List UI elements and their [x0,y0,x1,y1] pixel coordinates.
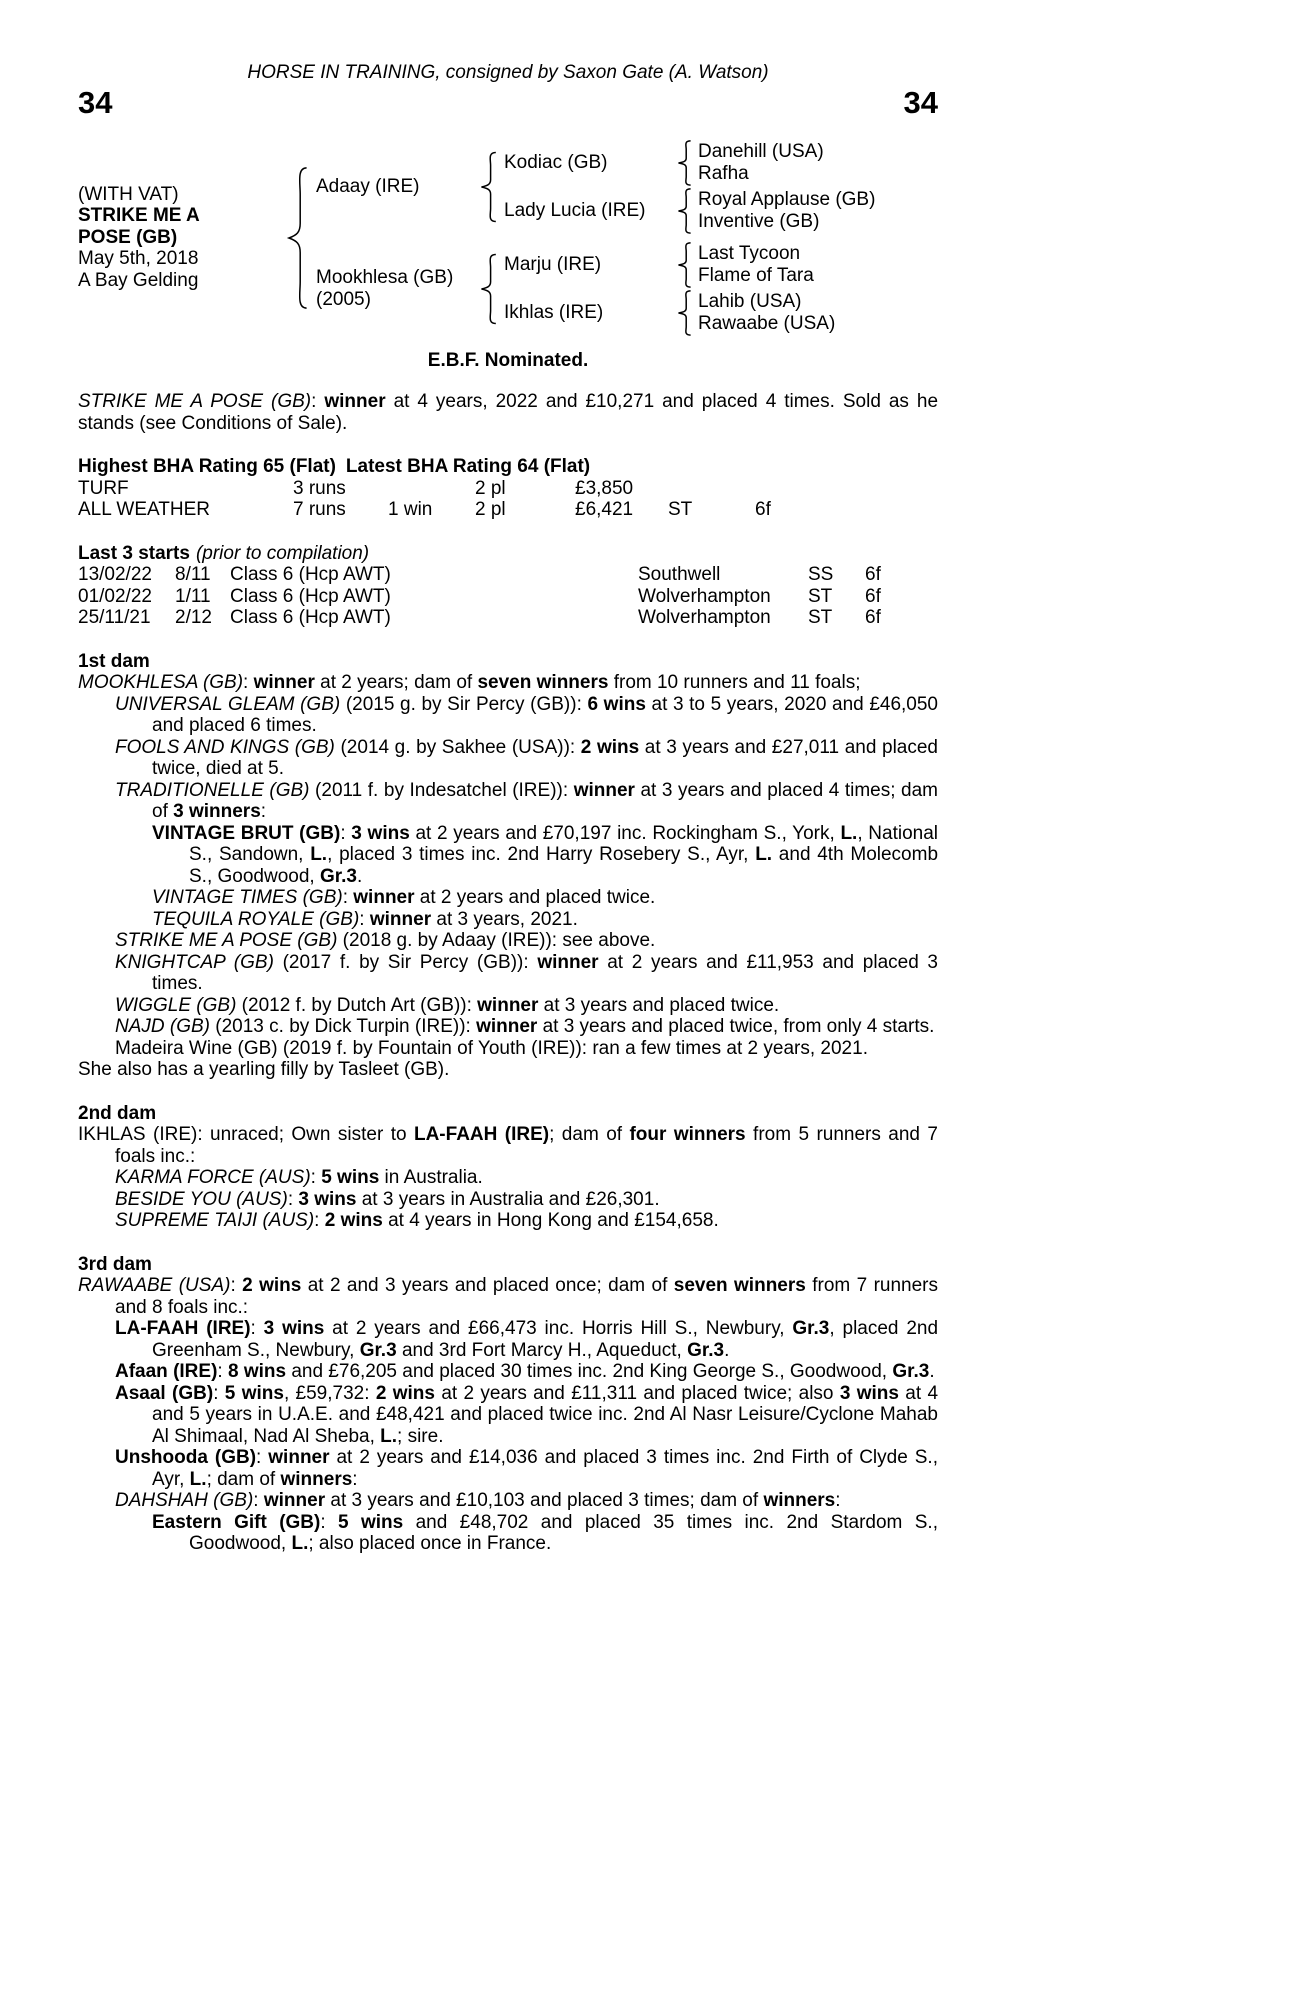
text-segment: four winners [629,1124,746,1145]
sire-name: Adaay (IRE) [316,175,420,197]
catalogue-paragraph [78,1447,938,1490]
text-segment: Afaan (IRE) [115,1361,218,1382]
text-segment: (2014 g. by Sakhee (USA)): [334,736,581,758]
table-row [78,586,938,608]
text-segment: at 2 years and placed twice. [414,887,656,908]
table-cell: £3,850 [575,477,634,499]
catalogue-paragraph [78,737,938,780]
catalogue-paragraph [78,1124,938,1167]
text-segment: ; also placed once in France. [308,1533,552,1554]
text-segment: at 3 years and £10,103 and placed 3 times; dam of [325,1490,764,1511]
text-segment: L. [380,1425,398,1447]
table-cell [668,478,755,500]
text-segment: : [314,1210,325,1231]
catalogue-paragraph [78,391,938,434]
text-segment: at 2 and 3 years and placed once; dam of [301,1275,674,1296]
text-segment: 5 wins [321,1167,380,1188]
table-cell: 2/12 [175,607,212,628]
text-segment: Asaal (GB) [115,1382,214,1404]
text-segment: winner [537,951,599,973]
text-segment: in Australia. [379,1167,483,1188]
race-record-summary [78,391,938,434]
second-dam-branch [504,289,938,337]
text-segment: at 2 years and £11,311 and placed twice; also [434,1382,840,1404]
bha-stats-table [78,478,938,521]
catalogue-paragraph [78,1275,938,1318]
great-grandparents [698,243,938,287]
text-segment: winner [268,1447,330,1468]
first-dam-heading: 1st dam [78,650,150,672]
text-segment: WIGGLE (GB) [115,994,237,1016]
text-segment: at 4 years in Hong Kong and £154,658. [382,1210,719,1231]
table-cell: ST [808,585,833,607]
last-starts-block [78,543,938,629]
table-cell: £6,421 [575,499,634,520]
catalogue-paragraph [78,995,938,1017]
text-segment: 3 wins [263,1318,325,1339]
bha-highest-rating: Highest BHA Rating 65 (Flat) [78,456,336,477]
damsire-name: Marju (IRE) [504,253,602,275]
section-second-dam [78,1103,938,1232]
text-segment: . [929,1361,935,1382]
text-segment: seven winners [673,1275,806,1296]
text-segment: ; dam of [549,1124,630,1145]
text-segment: winner [477,994,539,1016]
lot-number-right: 34 [903,84,938,120]
text-segment: : [243,672,254,693]
pedigree-brace-dam [475,253,501,325]
text-segment: 6 wins [587,693,646,715]
table-row [78,478,938,500]
text-segment: from 7 runners and 8 foals inc.: [115,1275,939,1318]
text-segment: at 2 years and £11,953 and placed 3 times. [152,951,939,994]
text-segment: LA-FAAH (IRE) [115,1318,251,1339]
catalogue-paragraph [78,952,938,995]
text-segment: (2011 f. by Indesatchel (IRE)): [309,779,574,801]
table-cell: 25/11/21 [78,607,151,628]
text-segment: IKHLAS (IRE): unraced; Own sister to [78,1124,414,1145]
text-segment: TEQUILA ROYALE (GB) [152,908,360,930]
text-segment: at 3 to 5 years, 2020 and £46,050 and placed 6 times. [152,693,938,736]
sire-branch [316,136,938,238]
grandsire-name: Kodiac (GB) [504,151,608,173]
text-segment: MOOKHLESA (GB) [78,672,244,693]
pedigree-brace-small [673,140,695,186]
text-segment: at 4 years, 2022 and £10,271 and placed 4 times. Sold as he stands (see Conditions of Sale). [78,391,939,434]
text-segment: LA-FAAH (IRE) [413,1124,550,1145]
catalogue-paragraph [78,1059,938,1081]
text-segment: at 2 years; dam of [314,672,478,693]
ancestor-name: Inventive (GB) [698,210,820,232]
text-segment: FOOLS AND KINGS (GB) [115,736,335,758]
great-grandparents [698,291,938,335]
pedigree-brace-small [673,290,695,336]
table-cell: SS [808,564,834,585]
text-segment: and 3rd Fort Marcy H., Aqueduct, [396,1339,688,1361]
text-segment: 3 wins [839,1382,899,1404]
table-cell: 2 pl [475,477,506,499]
catalogue-paragraph [78,1361,938,1383]
text-segment: 2 wins [324,1210,383,1231]
catalogue-paragraph [78,780,938,823]
text-segment: . [724,1339,730,1361]
bha-latest-rating: Latest BHA Rating 64 (Flat) [345,456,591,477]
text-segment: L. [755,844,773,865]
text-segment: at 2 years and £70,197 inc. Rockingham S., York, [409,822,841,844]
bha-heading [78,456,938,478]
catalogue-paragraph [78,1383,938,1448]
catalogue-paragraph [78,909,938,931]
last-starts-title: Last 3 starts [78,542,190,564]
text-segment: 3 winners [173,801,261,822]
catalogue-paragraph [78,1038,938,1060]
text-segment: winner [353,887,415,908]
ancestor-name: Rawaabe (USA) [698,312,836,334]
dam-name-line2: (2005) [316,288,371,310]
pedigree-brace-sire [475,151,501,223]
text-segment: winner [369,908,432,930]
text-segment: at 4 and 5 years in U.A.E. and £48,421 and placed twice inc. 2nd Al Nasr Leisure/Cyclone Mahab Al Shimaal, Nad Al Sheba, [152,1382,939,1447]
text-segment: Gr.3 [892,1361,930,1382]
text-segment: VINTAGE TIMES (GB) [152,887,343,908]
catalogue-paragraph [78,1016,938,1038]
text-segment: : [320,1511,339,1533]
catalogue-paragraph [78,672,938,694]
catalogue-paragraph [78,1210,938,1232]
text-segment: at 3 years, 2021. [431,908,578,930]
text-segment: winners [280,1468,353,1490]
text-segment: winner [573,779,635,801]
pedigree-info [78,184,278,292]
dam-ancestors [504,241,938,337]
text-segment: SUPREME TAIJI (AUS) [115,1210,315,1231]
grandsire-branch [504,139,938,187]
text-segment: at 3 years and placed twice, from only 4 starts. [537,1016,935,1037]
text-segment: TRADITIONELLE (GB) [115,779,310,801]
table-cell: ST [668,499,693,520]
text-segment: winners [763,1490,836,1511]
table-cell: 01/02/22 [78,585,152,607]
dam-name-line1: Mookhlesa (GB) [316,267,454,288]
text-segment: : [250,1318,264,1339]
sire-dam-branch [504,187,938,235]
text-segment: and £48,702 and placed 35 times inc. 2nd Stardom S., Goodwood, [189,1511,938,1554]
section-third-dam [78,1254,938,1555]
vat-note: (WITH VAT) [78,183,179,205]
consignment-header: HORSE IN TRAINING, consigned by Saxon Gate (A. Watson) [247,62,769,83]
great-grandparents [698,189,938,233]
table-cell: 13/02/22 [78,564,152,585]
text-segment: winner [263,1490,326,1511]
text-segment: , placed 2nd Greenham S., Newbury, [152,1318,939,1361]
text-segment: : [256,1447,269,1468]
ebf-nominated-note: E.B.F. Nominated. [427,349,589,371]
table-cell: 1 win [388,499,433,520]
text-segment: Gr.3 [792,1318,830,1339]
lot-number-left: 34 [78,84,113,120]
pedigree-brace-small [673,242,695,288]
third-dam-body [78,1275,938,1555]
horse-name: STRIKE ME A POSE (GB) [78,205,200,248]
text-segment: STRIKE ME A POSE (GB) [78,391,312,412]
text-segment: (2015 g. by Sir Percy (GB)): [340,693,588,715]
text-segment: Madeira Wine (GB) (2019 f. by Fountain of Youth (IRE)): ran a few times at 2 years, 2021. [115,1037,868,1059]
text-segment: KARMA FORCE (AUS) [115,1167,311,1188]
table-cell: 6f [865,564,881,585]
catalogue-paragraph [78,887,938,909]
bha-ratings-block [78,456,938,521]
text-segment: at 3 years and placed twice. [538,994,780,1016]
text-segment: from 5 runners and 7 foals inc.: [115,1124,938,1167]
text-segment: UNIVERSAL GLEAM (GB) [115,693,341,715]
section-first-dam [78,651,938,1081]
text-segment: L. [310,844,328,865]
text-segment: KNIGHTCAP (GB) [115,951,274,973]
table-cell: ALL WEATHER [78,499,210,520]
second-dam-name: Ikhlas (IRE) [504,301,604,323]
table-row [78,564,938,586]
catalogue-paragraph [78,1490,938,1512]
text-segment: 5 wins [338,1511,404,1533]
text-segment: and 4th Molecomb S., Goodwood, [189,844,939,887]
last-starts-table [78,564,938,629]
first-dam-body [78,672,938,1081]
catalogue-paragraph [78,930,938,952]
catalogue-paragraph [78,1318,938,1361]
text-segment: seven winners [477,672,609,693]
text-segment: from 10 runners and 11 foals; [608,672,861,693]
text-segment: L. [291,1533,309,1554]
table-cell: Class 6 (Hcp AWT) [230,607,391,628]
text-segment: winner [253,672,315,693]
text-segment: , £59,732: [283,1382,376,1404]
text-segment: winner [324,391,386,412]
text-segment: and £76,205 and placed 30 times inc. 2nd King George S., Goodwood, [286,1361,893,1382]
text-segment: NAJD (GB) [115,1016,210,1037]
text-segment: ; dam of [206,1468,281,1490]
text-segment: : [352,1468,358,1490]
catalogue-paragraph [78,1512,938,1555]
sire-ancestors [504,139,938,235]
text-segment: 3 wins [351,822,410,844]
text-segment: RAWAABE (USA) [78,1275,231,1296]
table-cell: 3 runs [293,477,346,499]
text-segment: . [356,865,363,887]
second-dam-heading: 2nd dam [78,1102,157,1124]
ancestor-name: Last Tycoon [698,242,801,264]
text-segment: : [342,887,354,908]
pedigree-brace-gen1 [281,165,313,311]
text-segment: : [217,1361,228,1382]
text-segment: : [310,1167,322,1188]
text-segment: at 3 years and placed 4 times; dam of [152,779,938,822]
text-segment: (2018 g. by Adaay (IRE)): see above. [337,930,656,951]
table-cell: 1/11 [175,585,211,607]
text-segment: (2012 f. by Dutch Art (GB)): [236,994,478,1016]
pedigree-brace-small [673,188,695,234]
text-segment: Gr.3 [319,865,357,887]
text-segment: She also has a yearling filly by Tasleet (GB). [78,1059,450,1080]
text-segment: 3 wins [298,1188,357,1210]
text-segment: 5 wins [224,1382,284,1404]
text-segment: (2017 f. by Sir Percy (GB)): [273,951,538,973]
text-segment: Gr.3 [687,1339,725,1361]
horse-description: A Bay Gelding [78,269,199,291]
text-segment: Unshooda (GB) [115,1447,257,1468]
great-grandparents [698,141,938,185]
foaling-date: May 5th, 2018 [78,248,199,270]
table-row [78,607,938,629]
table-cell [388,478,475,500]
text-segment: at 2 years and £14,036 and placed 3 times inc. 2nd Firth of Clyde S., Ayr, [152,1447,938,1490]
text-segment: L. [189,1468,207,1490]
text-segment: 2 wins [375,1382,435,1404]
table-cell: Class 6 (Hcp AWT) [230,585,391,607]
ancestor-name: Lahib (USA) [698,290,802,312]
table-cell: Class 6 (Hcp AWT) [230,564,391,585]
text-segment: STRIKE ME A POSE (GB) [115,930,338,951]
catalogue-paragraph [78,823,938,888]
text-segment: : [340,822,352,844]
table-cell: 7 runs [293,499,346,520]
last-starts-note: (prior to compilation) [195,542,370,564]
text-segment: : [253,1490,264,1511]
text-segment: at 3 years and £27,011 and placed twice, died at 5. [152,736,938,779]
text-segment: 2 wins [242,1275,302,1296]
table-cell: 6f [865,585,881,607]
text-segment: Gr.3 [359,1339,397,1361]
table-cell: 6f [865,607,881,628]
text-segment: ; sire. [397,1425,444,1447]
table-cell: Wolverhampton [638,585,771,607]
catalogue-paragraph [78,694,938,737]
dam-branch [316,238,938,340]
pedigree-table [78,136,938,340]
text-segment: L. [840,822,858,844]
text-segment: BESIDE YOU (AUS) [115,1188,288,1210]
sire-dam-name: Lady Lucia (IRE) [504,199,646,221]
text-segment: VINTAGE BRUT (GB) [152,822,341,844]
catalogue-paragraph [78,1189,938,1211]
table-cell: TURF [78,477,129,499]
text-segment: at 3 years in Australia and £26,301. [356,1188,660,1210]
text-segment: Eastern Gift (GB) [152,1511,321,1533]
text-segment: , placed 3 times inc. 2nd Harry Rosebery S., Ayr, [327,844,756,865]
text-segment: : [311,391,325,412]
table-cell: Southwell [638,564,721,585]
text-segment: at 2 years and £66,473 inc. Horris Hill S., Newbury, [324,1318,793,1339]
text-segment: (2013 c. by Dick Turpin (IRE)): [210,1016,477,1037]
third-dam-heading: 3rd dam [78,1253,152,1275]
text-segment: , National S., Sandown, [189,822,939,865]
table-cell: 6f [755,499,771,520]
dam-name [316,267,472,310]
text-segment: 2 wins [580,736,640,758]
pedigree-tree [316,136,938,340]
second-dam-body [78,1124,938,1232]
ancestor-name: Royal Applause (GB) [698,188,876,210]
text-segment: DAHSHAH (GB) [115,1490,254,1511]
ancestor-name: Rafha [698,162,749,184]
table-cell: ST [808,607,833,628]
text-segment: : [359,908,370,930]
table-cell: 2 pl [475,499,506,520]
table-cell [755,478,938,500]
text-segment: : [287,1188,299,1210]
table-cell: Wolverhampton [638,607,771,628]
text-segment: 8 wins [227,1361,287,1382]
text-segment: : [835,1490,841,1511]
table-row [78,499,938,521]
table-cell: 8/11 [175,564,211,585]
last-starts-heading [78,543,938,565]
ancestor-name: Flame of Tara [698,264,814,286]
ancestor-name: Danehill (USA) [698,140,824,162]
catalogue-paragraph [78,1167,938,1189]
lot-number-row [78,86,938,120]
text-segment: : [230,1275,243,1296]
damsire-branch [504,241,938,289]
text-segment: : [213,1382,225,1404]
text-segment: : [260,801,267,822]
text-segment: winner [476,1016,538,1037]
